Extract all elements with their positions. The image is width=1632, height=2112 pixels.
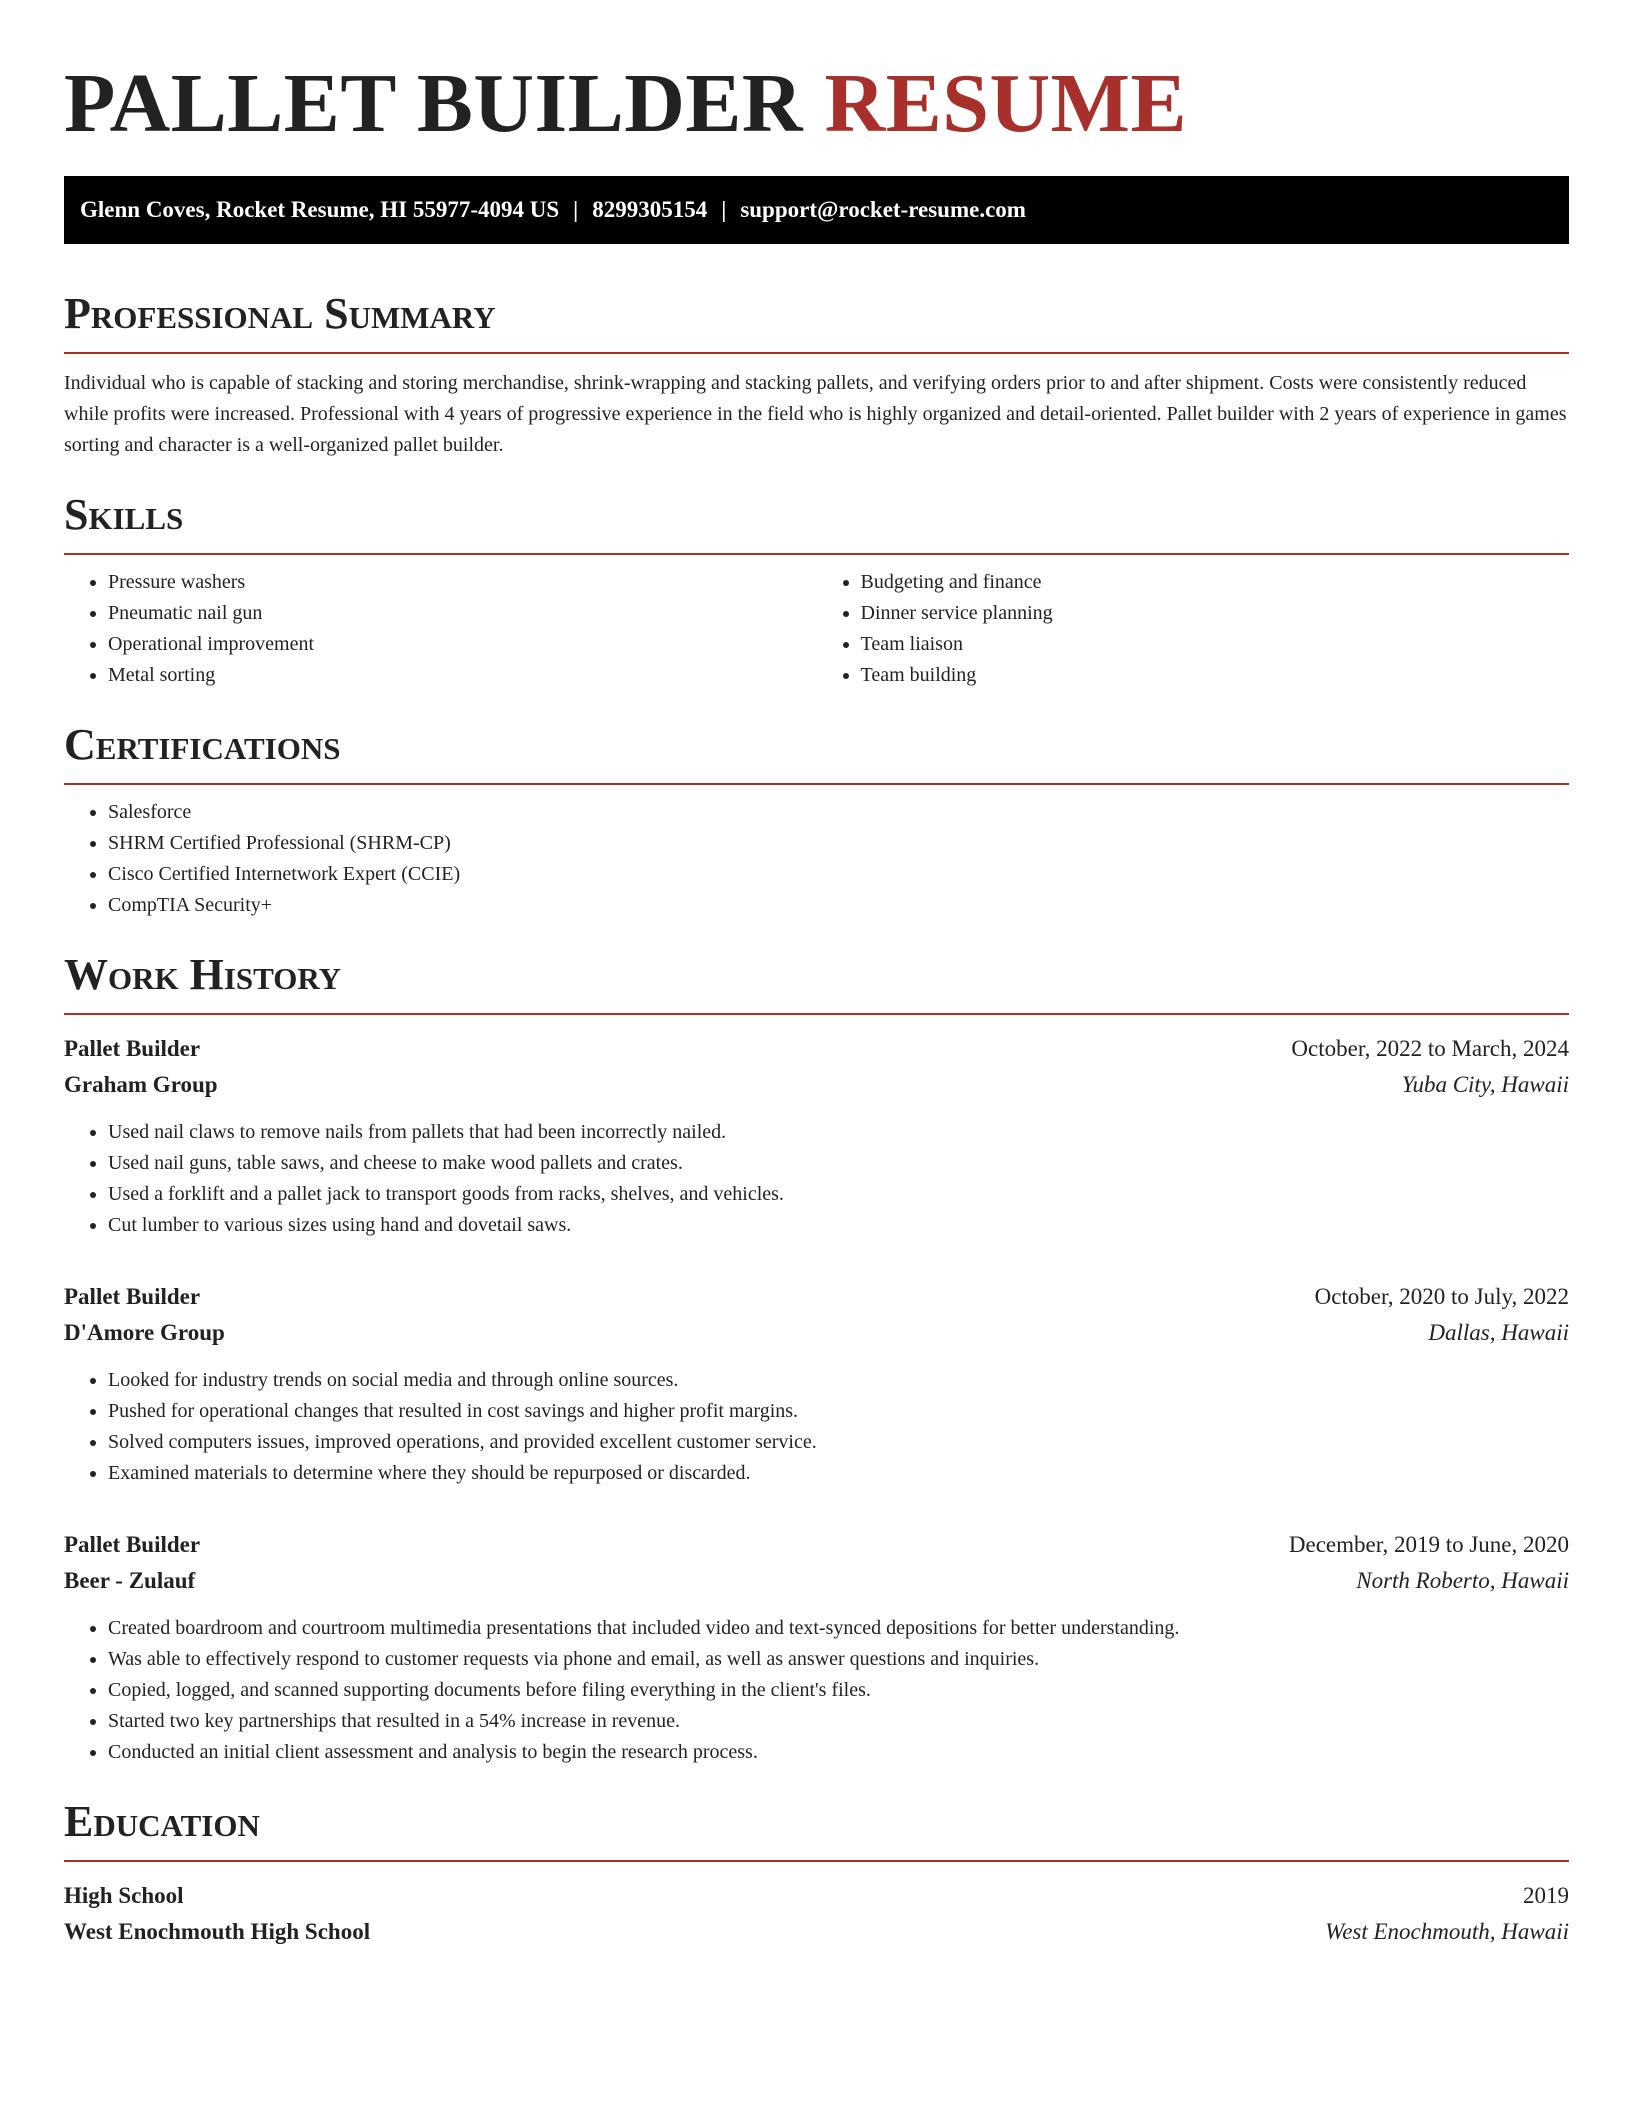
education-location: West Enochmouth, Hawaii: [1325, 1919, 1569, 1944]
work-history-heading: Work History: [64, 947, 1569, 1015]
education-header-row: [64, 1878, 1569, 1914]
job-bullet: • Looked for industry trends on social media and through online sources.: [108, 1365, 1569, 1396]
job-bullet: • Created boardroom and courtroom multimedia presentations that included video and text-synced depositions for better understanding.: [108, 1613, 1569, 1644]
certifications-list: [64, 797, 1569, 921]
skill-item: • Team building: [861, 660, 1570, 691]
job-bullet: • Solved computers issues, improved operations, and provided excellent customer service.: [108, 1427, 1569, 1458]
certification-item: • CompTIA Security+: [108, 890, 1569, 921]
job-location: Yuba City, Hawaii: [1401, 1072, 1569, 1097]
job-title: Pallet Builder: [64, 1284, 201, 1309]
job-location: North Roberto, Hawaii: [1356, 1568, 1569, 1593]
resume-page: [64, 0, 1569, 1950]
job-bullet: • Cut lumber to various sizes using hand and dovetail saws.: [108, 1210, 1569, 1241]
skill-item: • Operational improvement: [108, 629, 817, 660]
job-entry: [64, 1527, 1569, 1768]
job-bullet: • Used nail guns, table saws, and cheese to make wood pallets and crates.: [108, 1148, 1569, 1179]
job-bullet: • Started two key partnerships that resulted in a 54% increase in revenue.: [108, 1706, 1569, 1737]
job-dates: October, 2020 to July, 2022: [1314, 1284, 1569, 1309]
job-bullets: [64, 1365, 1569, 1489]
summary-text: Individual who is capable of stacking and storing merchandise, shrink-wrapping and stacking pallets, and verifying orders prior to and after shipment. Costs were consistently reduced while profits were increased. Professional with 4 years of progressive experience in the field who is highly organized and detail-oriented. Pallet builder with 2 years of experience in games sorting and character is a well-organized pallet builder.: [64, 372, 1567, 456]
job-bullet: • Was able to effectively respond to customer requests via phone and email, as well as answer questions and inquiries.: [108, 1644, 1569, 1675]
job-dates: December, 2019 to June, 2020: [1288, 1532, 1569, 1557]
skills-grid: [64, 555, 1569, 691]
certification-item: • Cisco Certified Internetwork Expert (CCIE): [108, 859, 1569, 890]
job-header-row: [64, 1279, 1569, 1315]
contact-separator: |: [721, 197, 727, 222]
job-title: Pallet Builder: [64, 1036, 201, 1061]
skills-list-right: [817, 567, 1570, 691]
job-entry: [64, 1279, 1569, 1489]
job-bullet: • Examined materials to determine where they should be repurposed or discarded.: [108, 1458, 1569, 1489]
skill-item: • Pressure washers: [108, 567, 817, 598]
skill-item: • Team liaison: [861, 629, 1570, 660]
contact-bar: [64, 176, 1569, 244]
job-bullet: • Used a forklift and a pallet jack to transport goods from racks, shelves, and vehicles.: [108, 1179, 1569, 1210]
certification-item: • Salesforce: [108, 797, 1569, 828]
job-company: Beer - Zulauf: [64, 1568, 196, 1593]
skill-item: • Budgeting and finance: [861, 567, 1570, 598]
skills-list-left: [64, 567, 817, 691]
job-dates: October, 2022 to March, 2024: [1291, 1036, 1569, 1061]
job-bullet: • Conducted an initial client assessment and analysis to begin the research process.: [108, 1737, 1569, 1768]
job-company: Graham Group: [64, 1072, 218, 1097]
job-bullet: • Copied, logged, and scanned supporting documents before filing everything in the client's files.: [108, 1675, 1569, 1706]
contact-phone: 8299305154: [592, 197, 708, 222]
job-title: Pallet Builder: [64, 1532, 201, 1557]
job-bullet: • Pushed for operational changes that resulted in cost savings and higher profit margins.: [108, 1396, 1569, 1427]
education-year: 2019: [1523, 1883, 1569, 1908]
job-company-row: [64, 1067, 1569, 1103]
education-school-row: [64, 1914, 1569, 1950]
job-company-row: [64, 1315, 1569, 1351]
skill-item: • Dinner service planning: [861, 598, 1570, 629]
skill-item: • Metal sorting: [108, 660, 817, 691]
title-accent: RESUME: [824, 57, 1187, 150]
job-header-row: [64, 1031, 1569, 1067]
job-location: Dallas, Hawaii: [1428, 1320, 1569, 1345]
summary-heading: Professional Summary: [64, 286, 1569, 354]
skill-item: • Pneumatic nail gun: [108, 598, 817, 629]
title-main: PALLET BUILDER: [64, 57, 804, 150]
contact-separator: |: [573, 197, 579, 222]
job-company: D'Amore Group: [64, 1320, 225, 1345]
resume-title: [64, 0, 1569, 152]
job-entry: [64, 1031, 1569, 1241]
job-bullets: [64, 1613, 1569, 1768]
education-heading: Education: [64, 1794, 1569, 1862]
job-bullet: • Used nail claws to remove nails from pallets that had been incorrectly nailed.: [108, 1117, 1569, 1148]
job-bullets: [64, 1117, 1569, 1241]
contact-email: support@rocket-resume.com: [740, 197, 1026, 222]
skills-heading: Skills: [64, 487, 1569, 555]
education-degree: High School: [64, 1883, 184, 1908]
education-school: West Enochmouth High School: [64, 1919, 371, 1944]
job-header-row: [64, 1527, 1569, 1563]
job-company-row: [64, 1563, 1569, 1599]
education-entry: [64, 1878, 1569, 1950]
contact-address: Glenn Coves, Rocket Resume, HI 55977-4094 US: [80, 197, 560, 222]
certification-item: • SHRM Certified Professional (SHRM-CP): [108, 828, 1569, 859]
certifications-heading: Certifications: [64, 717, 1569, 785]
